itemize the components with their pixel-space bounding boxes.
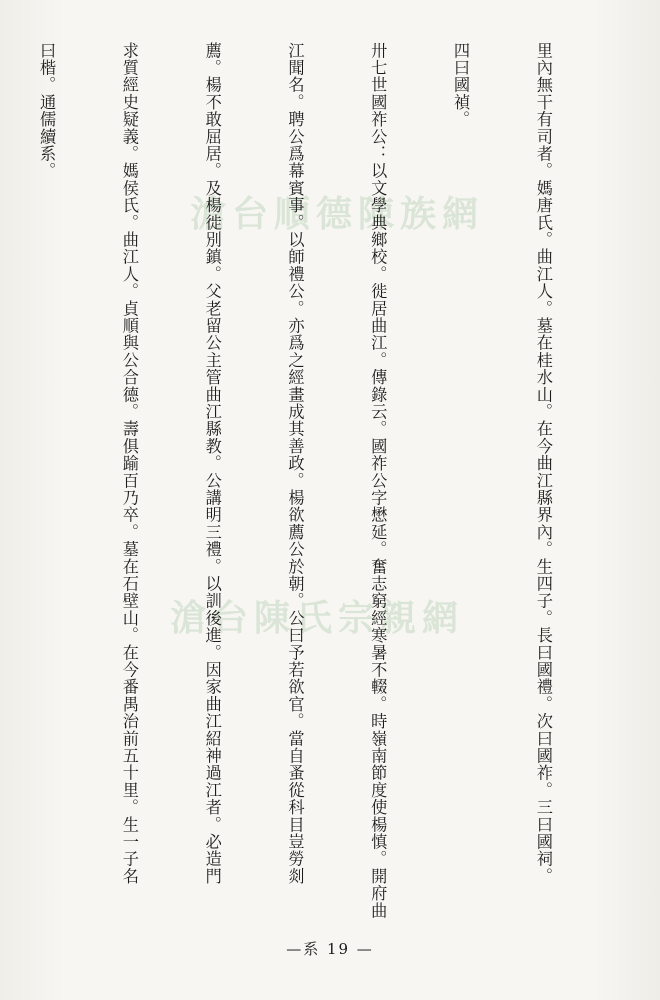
text-column: 四曰國禎。 <box>451 42 471 128</box>
text-column: 求質經史疑義。媽侯氏。曲江人。貞順與公合德。壽俱踰百乃卒。墓在石壁山。在今番禺治前五十里。生一子名 <box>119 42 139 885</box>
watermark-bottom: 滄台陳氏宗親網 <box>170 598 465 639</box>
text-column: 薦。楊不敢屈居。及楊徙別鎮。父老留公主管曲江縣教。公講明三禮。以訓後進。因家曲江紹神過江者。必造門 <box>202 42 222 885</box>
genealogy-text <box>0 42 612 922</box>
text-column: 里內無干有司者。媽唐氏。曲江人。墓在桂水山。在今曲江縣界內。生四子。長曰國禮。次曰國祚。三曰國祠。 <box>533 42 553 885</box>
watermark-top: 滄台順德陳族網 <box>190 194 485 235</box>
page-number: —系 19 — <box>286 940 374 958</box>
text-column: 曰楷。通儒續系。 <box>37 42 57 180</box>
text-column: 卅七世國祚公：以文學典鄉校。徙居曲江。傳錄云。國祚公字懋延。奮志窮經寒暑不輟。時嶺南節度使楊慎。開府曲 <box>368 42 388 920</box>
text-column: 江聞名。聘公爲幕賓事。以師禮公。亦爲之經畫成其善政。楊欲薦公於朝。公曰予若欲官。當自蚤從科目豈勞剡 <box>285 42 305 885</box>
